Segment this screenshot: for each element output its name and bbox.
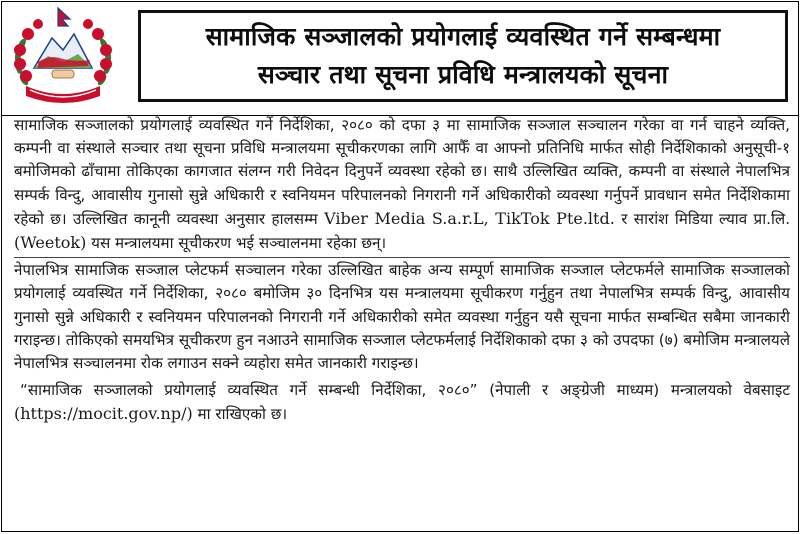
notice-paragraph-1 (14, 114, 790, 255)
notice-title-line-1: सामाजिक सञ्जालको प्रयोगलाई व्यवस्थित गर्ने सम्बन्धमा (205, 22, 721, 51)
weetok-name: (Weetok) (14, 233, 87, 253)
registered-entities: Viber Media S.a.r.L, TikTok Pte.ltd. (324, 208, 615, 228)
notice-page (1, 1, 799, 532)
paragraph-1-mid: र सारांश मिडिया ल्याव प्रा.लि. (621, 209, 791, 228)
paragraph-3-start: “सामाजिक सञ्जालको प्रयोगलाई व्यवस्थित गर्ने सम्बन्धी निर्देशिका, २०८०” (नेपाली र अङ्ग्रेजी माध्यम) मन्त्रालयको वेबसाइट (20, 381, 790, 400)
notice-paragraph-2: नेपालभित्र सामाजिक सञ्जाल प्लेटफर्म सञ्चालन गरेका उल्लिखित बाहेक अन्य सम्पूर्ण सामाजिक सञ्जाल प्लेटफर्मले सामाजिक सञ्जालको प्रयोगलाई व्यवस्थित गर्ने निर्देशिका, २०८० बमोजिम ३० दिनभित्र यस मन्त्रालयमा सूचीकरण गर्नुहुन तथा नेपालभित्र सम्पर्क विन्दु, आवासीय गुनासो सुन्ने अधिकारी र स्वनियमन परिपालनको निगरानी गर्ने अधिकारीको समेत व्यवस्था गर्नुहुन यसै सूचना मार्फत सम्बन्धित सबैमा जानकारी गराइन्छ। तोकिएको समयभित्र सूचीकरण हुन नआउने सामाजिक सञ्जाल प्लेटफर्मलाई निर्देशिकाको दफा ३ को उपदफा (७) बमोजिम मन्त्रालयले नेपालभित्र सञ्चालनमा रोक लगाउन सक्ने व्यहोरा समेत जानकारी गराइन्छ। (14, 261, 790, 373)
paragraph-1-text: सामाजिक सञ्जालको प्रयोगलाई व्यवस्थित गर्ने निर्देशिका, २०८० को दफा ३ मा सामाजिक सञ्जाल सञ्चालन गरेका वा गर्न चाहने व्यक्ति, कम्पनी वा संस्थाले सञ्चार तथा सूचना प्रविधि मन्त्रालयमा सूचीकरणका लागि आफैँ वा आफ्नो प्रतिनिधि मार्फत सोही निर्देशिकाको अनुसूची-१ बमोजिमको ढाँचामा तोकिएका कागजात संलग्न गरी निवेदन दिनुपर्ने व्यवस्था रहेको छ। साथै उल्लिखित व्यक्ति, कम्पनी वा संस्थाले नेपालभित्र सम्पर्क विन्दु, आवासीय गुनासो सुन्ने अधिकारी र स्वनियमन परिपालनको निगरानी गर्ने अधिकारीको व्यवस्था गर्नुपर्ने प्रावधान समेत निर्देशिकामा रहेको छ। उल्लिखित कानूनी व्यवस्था अनुसार हालसम्म (14, 116, 790, 228)
paragraph-3-end: मा राखिएको छ। (197, 405, 288, 424)
notice-title-line-2: सञ्चार तथा सूचना प्रविधि मन्त्रालयको सूचना (257, 60, 669, 89)
nepal-government-emblem-icon (8, 4, 118, 112)
notice-title-box (138, 10, 788, 102)
paragraph-divider (14, 257, 790, 258)
ministry-website-link[interactable]: (https://mocit.gov.np/) (14, 404, 193, 424)
notice-body (14, 114, 790, 427)
notice-paragraph-3 (14, 379, 790, 426)
paragraph-1-end: यस मन्त्रालयमा सूचीकरण भई सञ्चालनमा रहेका छन्। (91, 234, 387, 253)
notice-header (2, 2, 798, 116)
